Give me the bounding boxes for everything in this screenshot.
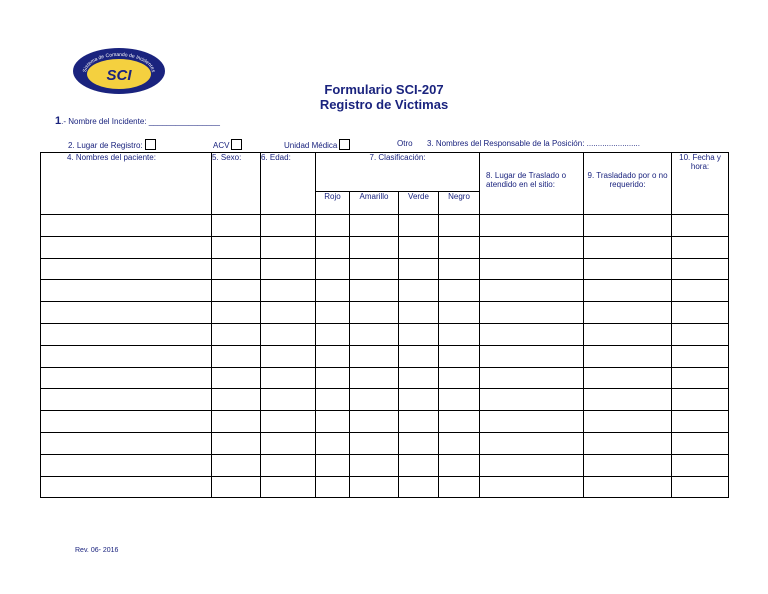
table-cell[interactable] xyxy=(261,323,316,345)
table-cell[interactable] xyxy=(399,476,439,498)
table-row xyxy=(41,411,729,433)
table-cell[interactable] xyxy=(261,476,316,498)
table-cell[interactable] xyxy=(212,367,261,389)
table-cell[interactable] xyxy=(261,432,316,454)
table-cell[interactable] xyxy=(399,454,439,476)
col-header-traslado: 8. Lugar de Traslado o atendido en el sitio: xyxy=(480,153,584,215)
table-cell[interactable] xyxy=(399,389,439,411)
table-cell[interactable] xyxy=(316,280,350,302)
table-row xyxy=(41,323,729,345)
clasificacion-amarillo: Amarillo xyxy=(350,192,399,215)
table-cell[interactable] xyxy=(41,236,212,258)
table-cell[interactable] xyxy=(439,476,480,498)
table-cell[interactable] xyxy=(672,345,729,367)
table-cell[interactable] xyxy=(584,411,672,433)
table-cell[interactable] xyxy=(261,302,316,324)
lugar-registro-label: 2. Lugar de Registro: xyxy=(68,141,143,150)
table-cell[interactable] xyxy=(439,389,480,411)
table-cell[interactable] xyxy=(261,345,316,367)
table-cell[interactable] xyxy=(584,476,672,498)
table-cell[interactable] xyxy=(439,258,480,280)
table-cell[interactable] xyxy=(672,258,729,280)
table-cell[interactable] xyxy=(439,215,480,237)
table-cell[interactable] xyxy=(261,411,316,433)
table-cell[interactable] xyxy=(41,476,212,498)
unidad-medica-checkbox[interactable] xyxy=(339,139,350,150)
table-cell[interactable] xyxy=(350,302,399,324)
table-cell[interactable] xyxy=(439,302,480,324)
table-cell[interactable] xyxy=(350,432,399,454)
table-cell[interactable] xyxy=(350,215,399,237)
table-cell[interactable] xyxy=(672,476,729,498)
table-cell[interactable] xyxy=(41,215,212,237)
table-cell[interactable] xyxy=(350,323,399,345)
responsable-label: 3. Nombres del Responsable de la Posición: ........................ xyxy=(427,139,640,148)
col-header-trasladado-por: 9. Trasladado por o no requerido: xyxy=(584,153,672,215)
table-cell[interactable] xyxy=(480,454,584,476)
table-cell[interactable] xyxy=(672,215,729,237)
victims-table xyxy=(40,152,729,498)
table-cell[interactable] xyxy=(584,389,672,411)
table-cell[interactable] xyxy=(41,258,212,280)
table-cell[interactable] xyxy=(316,389,350,411)
table-cell[interactable] xyxy=(316,411,350,433)
table-cell[interactable] xyxy=(584,345,672,367)
table-cell[interactable] xyxy=(41,367,212,389)
otro-label: Otro xyxy=(397,139,413,148)
table-cell[interactable] xyxy=(316,476,350,498)
table-cell[interactable] xyxy=(672,432,729,454)
table-cell[interactable] xyxy=(41,411,212,433)
table-cell[interactable] xyxy=(399,323,439,345)
table-cell[interactable] xyxy=(480,323,584,345)
incident-label: .- Nombre del Incidente: ________________ xyxy=(61,117,220,126)
col-header-fecha: 10. Fecha y hora: xyxy=(672,153,729,215)
table-cell[interactable] xyxy=(316,454,350,476)
table-row xyxy=(41,280,729,302)
table-row xyxy=(41,302,729,324)
table-cell[interactable] xyxy=(439,280,480,302)
table-cell[interactable] xyxy=(672,323,729,345)
table-cell[interactable] xyxy=(584,432,672,454)
table-cell[interactable] xyxy=(399,258,439,280)
table-cell[interactable] xyxy=(41,280,212,302)
table-cell[interactable] xyxy=(350,367,399,389)
table-cell[interactable] xyxy=(584,302,672,324)
table-row xyxy=(41,215,729,237)
table-cell[interactable] xyxy=(350,476,399,498)
table-cell[interactable] xyxy=(399,302,439,324)
table-row xyxy=(41,236,729,258)
table-row xyxy=(41,454,729,476)
table-cell[interactable] xyxy=(480,367,584,389)
logo-ring-text: Sistema de Comando de Incidentes xyxy=(81,51,156,73)
acv-label: ACV xyxy=(213,141,230,150)
logo-center-text: SCI xyxy=(106,67,132,84)
table-cell[interactable] xyxy=(212,302,261,324)
table-body xyxy=(41,215,729,498)
table-cell[interactable] xyxy=(212,389,261,411)
table-cell[interactable] xyxy=(261,454,316,476)
table-cell[interactable] xyxy=(480,215,584,237)
table-cell[interactable] xyxy=(439,432,480,454)
table-cell[interactable] xyxy=(261,367,316,389)
table-cell[interactable] xyxy=(41,454,212,476)
acv-option xyxy=(213,139,242,150)
col-header-sexo: 5. Sexo: xyxy=(212,153,261,215)
table-cell[interactable] xyxy=(212,345,261,367)
table-row xyxy=(41,367,729,389)
table-cell[interactable] xyxy=(350,345,399,367)
table-cell[interactable] xyxy=(316,302,350,324)
table-cell[interactable] xyxy=(212,258,261,280)
table-cell[interactable] xyxy=(316,258,350,280)
table-cell[interactable] xyxy=(584,323,672,345)
table-cell[interactable] xyxy=(439,367,480,389)
table-cell[interactable] xyxy=(316,432,350,454)
table-cell[interactable] xyxy=(316,323,350,345)
table-cell[interactable] xyxy=(584,367,672,389)
table-cell[interactable] xyxy=(212,236,261,258)
table-cell[interactable] xyxy=(316,345,350,367)
table-cell[interactable] xyxy=(672,411,729,433)
clasificacion-negro: Negro xyxy=(439,192,480,215)
table-cell[interactable] xyxy=(350,258,399,280)
table-row xyxy=(41,432,729,454)
clasificacion-verde: Verde xyxy=(399,192,439,215)
table-cell[interactable] xyxy=(584,215,672,237)
table-cell[interactable] xyxy=(399,345,439,367)
table-cell[interactable] xyxy=(350,236,399,258)
table-cell[interactable] xyxy=(480,476,584,498)
table-cell[interactable] xyxy=(261,258,316,280)
unidad-medica-label: Unidad Médica xyxy=(284,141,338,150)
col-header-clasificacion: 7. Clasificación: xyxy=(316,153,480,192)
table-cell[interactable] xyxy=(261,280,316,302)
table-cell[interactable] xyxy=(399,215,439,237)
table-cell[interactable] xyxy=(316,236,350,258)
table-cell[interactable] xyxy=(672,454,729,476)
table-cell[interactable] xyxy=(672,367,729,389)
table-cell[interactable] xyxy=(316,367,350,389)
revision-label: Rev. 06- 2016 xyxy=(75,547,119,554)
table-cell[interactable] xyxy=(480,345,584,367)
col-header-edad: 6. Edad: xyxy=(261,153,316,215)
incident-number: 1 xyxy=(55,115,62,127)
table-cell[interactable] xyxy=(480,432,584,454)
table-cell[interactable] xyxy=(212,432,261,454)
col-header-nombres: 4. Nombres del paciente: xyxy=(41,153,212,215)
table-cell[interactable] xyxy=(584,258,672,280)
table-cell[interactable] xyxy=(480,302,584,324)
table-cell[interactable] xyxy=(439,454,480,476)
table-cell[interactable] xyxy=(212,454,261,476)
table-cell[interactable] xyxy=(672,236,729,258)
table-cell[interactable] xyxy=(584,280,672,302)
table-cell[interactable] xyxy=(480,389,584,411)
table-row xyxy=(41,476,729,498)
table-cell[interactable] xyxy=(212,280,261,302)
acv-checkbox[interactable] xyxy=(231,139,242,150)
table-cell[interactable] xyxy=(672,302,729,324)
table-cell[interactable] xyxy=(261,236,316,258)
table-cell[interactable] xyxy=(480,258,584,280)
table-cell[interactable] xyxy=(439,236,480,258)
table-cell[interactable] xyxy=(41,323,212,345)
lugar-registro xyxy=(68,139,156,150)
table-cell[interactable] xyxy=(399,236,439,258)
table-cell[interactable] xyxy=(41,302,212,324)
form-title: Formulario SCI-207 xyxy=(324,82,444,97)
table-cell[interactable] xyxy=(350,454,399,476)
table-cell[interactable] xyxy=(212,215,261,237)
table-cell[interactable] xyxy=(41,345,212,367)
table-cell[interactable] xyxy=(350,280,399,302)
table-cell[interactable] xyxy=(212,411,261,433)
table-cell[interactable] xyxy=(672,280,729,302)
table-cell[interactable] xyxy=(41,432,212,454)
table-cell[interactable] xyxy=(584,454,672,476)
table-cell[interactable] xyxy=(350,411,399,433)
table-cell[interactable] xyxy=(480,280,584,302)
table-cell[interactable] xyxy=(399,280,439,302)
table-cell[interactable] xyxy=(212,323,261,345)
table-cell[interactable] xyxy=(212,476,261,498)
table-cell[interactable] xyxy=(439,411,480,433)
incident-line xyxy=(55,115,220,127)
table-row xyxy=(41,258,729,280)
table-cell[interactable] xyxy=(261,389,316,411)
lugar-registro-checkbox[interactable] xyxy=(145,139,156,150)
table-cell[interactable] xyxy=(316,215,350,237)
table-cell[interactable] xyxy=(480,411,584,433)
table-cell[interactable] xyxy=(439,345,480,367)
table-cell[interactable] xyxy=(584,236,672,258)
table-cell[interactable] xyxy=(350,389,399,411)
table-cell[interactable] xyxy=(439,323,480,345)
table-cell[interactable] xyxy=(399,411,439,433)
table-row xyxy=(41,389,729,411)
table-cell[interactable] xyxy=(672,389,729,411)
form-subtitle: Registro de Victimas xyxy=(319,97,449,112)
clasificacion-rojo: Rojo xyxy=(316,192,350,215)
table-cell[interactable] xyxy=(399,432,439,454)
table-cell[interactable] xyxy=(261,215,316,237)
table-cell[interactable] xyxy=(41,389,212,411)
unidad-medica-option xyxy=(284,139,350,150)
table-cell[interactable] xyxy=(480,236,584,258)
table-row xyxy=(41,345,729,367)
table-cell[interactable] xyxy=(399,367,439,389)
